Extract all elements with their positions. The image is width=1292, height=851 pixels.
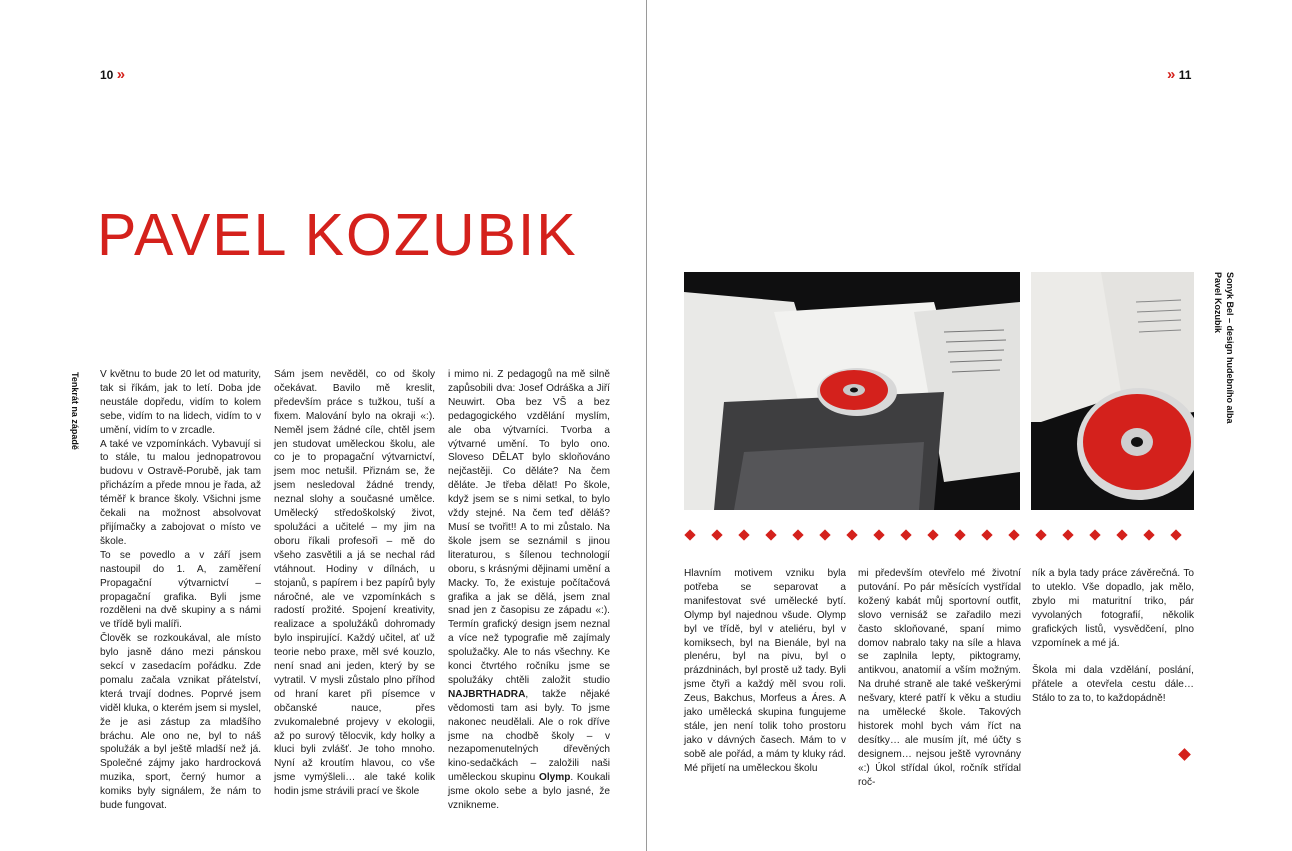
album-packaging-image (684, 272, 1020, 510)
article-column-1 (100, 368, 261, 813)
paragraph: ník a byla tady práce závěrečná. To to uteklo. Vše dopadlo, jak mělo, zbylo mi maturitní triko, pár vyvolaných fotografií, několik grafických listů, vysvědčení, plno vzpomínek a mé já. (1032, 568, 1194, 649)
paragraph: Škola mi dala vzdělání, poslání, přátele a otevřela cestu dále… Stálo to za to, to každopádně! (1032, 665, 1194, 705)
diamond-bullet-icon (981, 529, 992, 540)
diamond-bullet-icon (792, 529, 803, 540)
diamond-bullet-icon (1116, 529, 1127, 540)
caption-title: Sonyk Bel – design hudebního alba (1225, 272, 1235, 424)
chevron-right-icon: » (116, 66, 126, 83)
diamond-bullet-icon (819, 529, 830, 540)
paragraph (448, 368, 610, 813)
diamond-bullet-icon (711, 529, 722, 540)
album-photo-spread (684, 272, 1020, 510)
article-column-3 (448, 368, 610, 813)
page-number-left-value: 10 (100, 68, 114, 82)
diamond-bullet-icon (873, 529, 884, 540)
paragraph: To se povedlo a v září jsem nastoupil do 1. A, zaměření Propagační výtvarnictví – propagační grafika. Byli jsme rozděleni na dvě skupiny a s námi ve třídě byli malíři. (100, 549, 261, 631)
article-title: PAVEL KOZUBIK (97, 202, 578, 268)
paragraph: Sám jsem nevěděl, co od školy očekávat. Bavilo mě kreslit, především práce s tužkou, tuší a fixem. Malování bylo na okraji «:). Neměl jsem žádné cíle, chtěl jsem jen studovat uměleckou školu, ale co je to propagační výtvarnictví, jsem moc netušil. Přiznám se, že jsem nesledoval žádné trendy, neznal slohy a současné umělce. Umělecký středoškolský život, spolužáci a učitelé – my jim na oboru říkali profesoři – mě do všeho zasvětili a já se nechal rád vtáhnout. Hodiny v dílnách, u stojanů, s papírem i bez papírů byly náročné, ale ve vzpomínkách s radostí prožité. Spojení kreativity, realizace a spolužáků dohromady bylo inspirující. Každý učitel, ať už teorie nebo praxe, měl své kouzlo, není snad ani jeden, který by se vytratil. V mysli zůstalo plno příhod od hraní karet při písemce v občanské nauce, přes zvukomalebné projevy v ekologii, až po surový tělocvik, kdy holky a kluci byli zvlášť. Je toho mnoho. Nyní až kroutím hlavou, co vše jsme vymýšleli… ale také kolik hodin jsme strávili prací ve škole (274, 369, 435, 798)
group-name: Olymp (538, 772, 571, 784)
diamond-bullet-icon (927, 529, 938, 540)
diamond-bullet-icon (1062, 529, 1073, 540)
chevron-right-icon: » (1167, 66, 1176, 83)
diamond-bullet-icon (1143, 529, 1154, 540)
article-column-4 (684, 567, 846, 776)
text-run: i mimo ni. Z pedagogů na mě silně zapůsobili dva: Josef Odráška a Jiří Neuwirt. Oba bez VŠ a bez pedagogického vzdělání myslím, ale oba výtvarníci. Tvorba a výtvarné umění. To bylo ono. Sloveso DĚLAT bylo skloňováno nejčastěji. Co děláte? Na čem děláte. Je třeba dělat! Po škole, když jsem se s nimi setkal, to bylo vždy stejné. Na čem teď děláš? Musí se tvořit!! A to mi zůstalo. Na škole jsem se seznámil s jinou literaturou, s šílenou technologií oboru, s krásnými dějinami umění a Macky. To, že existuje počítačová grafika a jak se dělá, jsem znal snad jen z časopisu ze západu «:). Termín grafický design jsem neznal a více než typografie mě zajímaly spolužačky. Ale to nás všechny. Ke konci čtvrtého ročníku jsme se spolužáky chtěli založit studio (448, 369, 610, 686)
article-column-2 (274, 368, 435, 799)
diamond-divider (684, 529, 1194, 545)
paragraph: Člověk se rozkoukával, ale místo bylo jasně dáno mezi pánskou sekcí v zasedacím pořádku. Zde pomalu začala vznikat přátelství, která trvají dodnes. Poprvé jsem viděl kluka, o kterém jsem si myslel, že je asi zástup za mladšího bráchu. Ale ono ne, byl to náš spolužák a byl ještě mladší než já. Společné zájmy jako hardrocková muzika, sport, černý humor a komiks byly signálem, že nám to bude fungovat. (100, 633, 261, 812)
article-column-5 (858, 567, 1021, 790)
end-mark-diamond-icon (1178, 748, 1191, 761)
text-run: , takže nějaké vědomosti tam asi byly. To jsme nakonec neudělali. Ale o rok dříve jsme na chodbě školy – v nezapomenutelných dřevěných kino-sedačkách – založili naši uměleckou skupinu (448, 688, 610, 784)
paragraph: mi především otevřelo mé životní putování. Po pár měsících vystřídal kožený kabát můj sportovní outfit, slovo vernisáž se zařadilo mezi často skloňované, spaní mimo domov nabralo taky na síle a hlava se zaplnila lepty, piktogramy, antikvou, anatomií a vším možným. Na druhé straně ale také veškerými nešvary, které patří k věku a studiu na umělecké škole. Takových historek mohl bych vám říct na desítky… ale musím jít, mé účty s designem… nejsou ještě vyrovnány «:) Úkol střídal úkol, ročník střídal roč- (858, 568, 1021, 788)
page-number-right-value: 11 (1178, 68, 1192, 82)
page-number-right (1167, 66, 1191, 83)
page-gutter-divider (646, 0, 647, 851)
photo-caption (1212, 272, 1236, 424)
diamond-bullet-icon (954, 529, 965, 540)
section-side-label: Tenkrát na západě (70, 372, 80, 450)
diamond-bullet-icon (1035, 529, 1046, 540)
diamond-bullet-icon (738, 529, 749, 540)
studio-name: NAJBRTHADRA (448, 688, 526, 700)
diamond-bullet-icon (1008, 529, 1019, 540)
paragraph: Hlavním motivem vzniku byla potřeba se separovat a manifestovat své umělecké bytí. Olymp byl najednou všude. Olymp byl ve třídě, byl v ateliéru, byl v komiksech, byl na Bienále, byl na plenéru, byl na pivu, byl o prázdninách, byl prostě už tady. Byli jsme čtyři a každý měl svou roli. Zeus, Bakchus, Morfeus a Áres. A jako umělecká skupina fungujeme stále, jen není tolik toho prostoru jako v dávných časech. Mám to v sobě ale pořád, a mám ty kluky rád. Mé přijetí na uměleckou školu (684, 568, 846, 774)
caption-author: Pavel Kozubik (1213, 272, 1223, 334)
article-column-6 (1032, 567, 1194, 706)
text-run: . Koukali jsme okolo sebe a bylo jasné, že vznikneme. (448, 772, 611, 812)
paragraph: V květnu to bude 20 let od maturity, tak si říkám, jak to letí. Doba jde neustále dopředu, vidím to kolem sebe, vidím to na lidech, vidím to v umění, vidím to v zrcadle. (100, 369, 261, 436)
diamond-bullet-icon (765, 529, 776, 540)
paragraph: A také ve vzpomínkách. Vybavují si to stále, tu malou jednopatrovou budovu v Ostravě-Porubě, jak tam přicházím a přede mnou je řada, až téměř k brance školy. Všichni jsme čekali na možnost absolvovat přijímačky a zabojovat o místo ve škole. (100, 438, 261, 547)
diamond-bullet-icon (1170, 529, 1181, 540)
page-number-left (100, 66, 125, 83)
album-disc-image (1031, 272, 1194, 510)
diamond-bullet-icon (900, 529, 911, 540)
diamond-bullet-icon (1089, 529, 1100, 540)
album-photo-detail (1031, 272, 1194, 510)
diamond-bullet-icon (846, 529, 857, 540)
diamond-bullet-icon (684, 529, 695, 540)
